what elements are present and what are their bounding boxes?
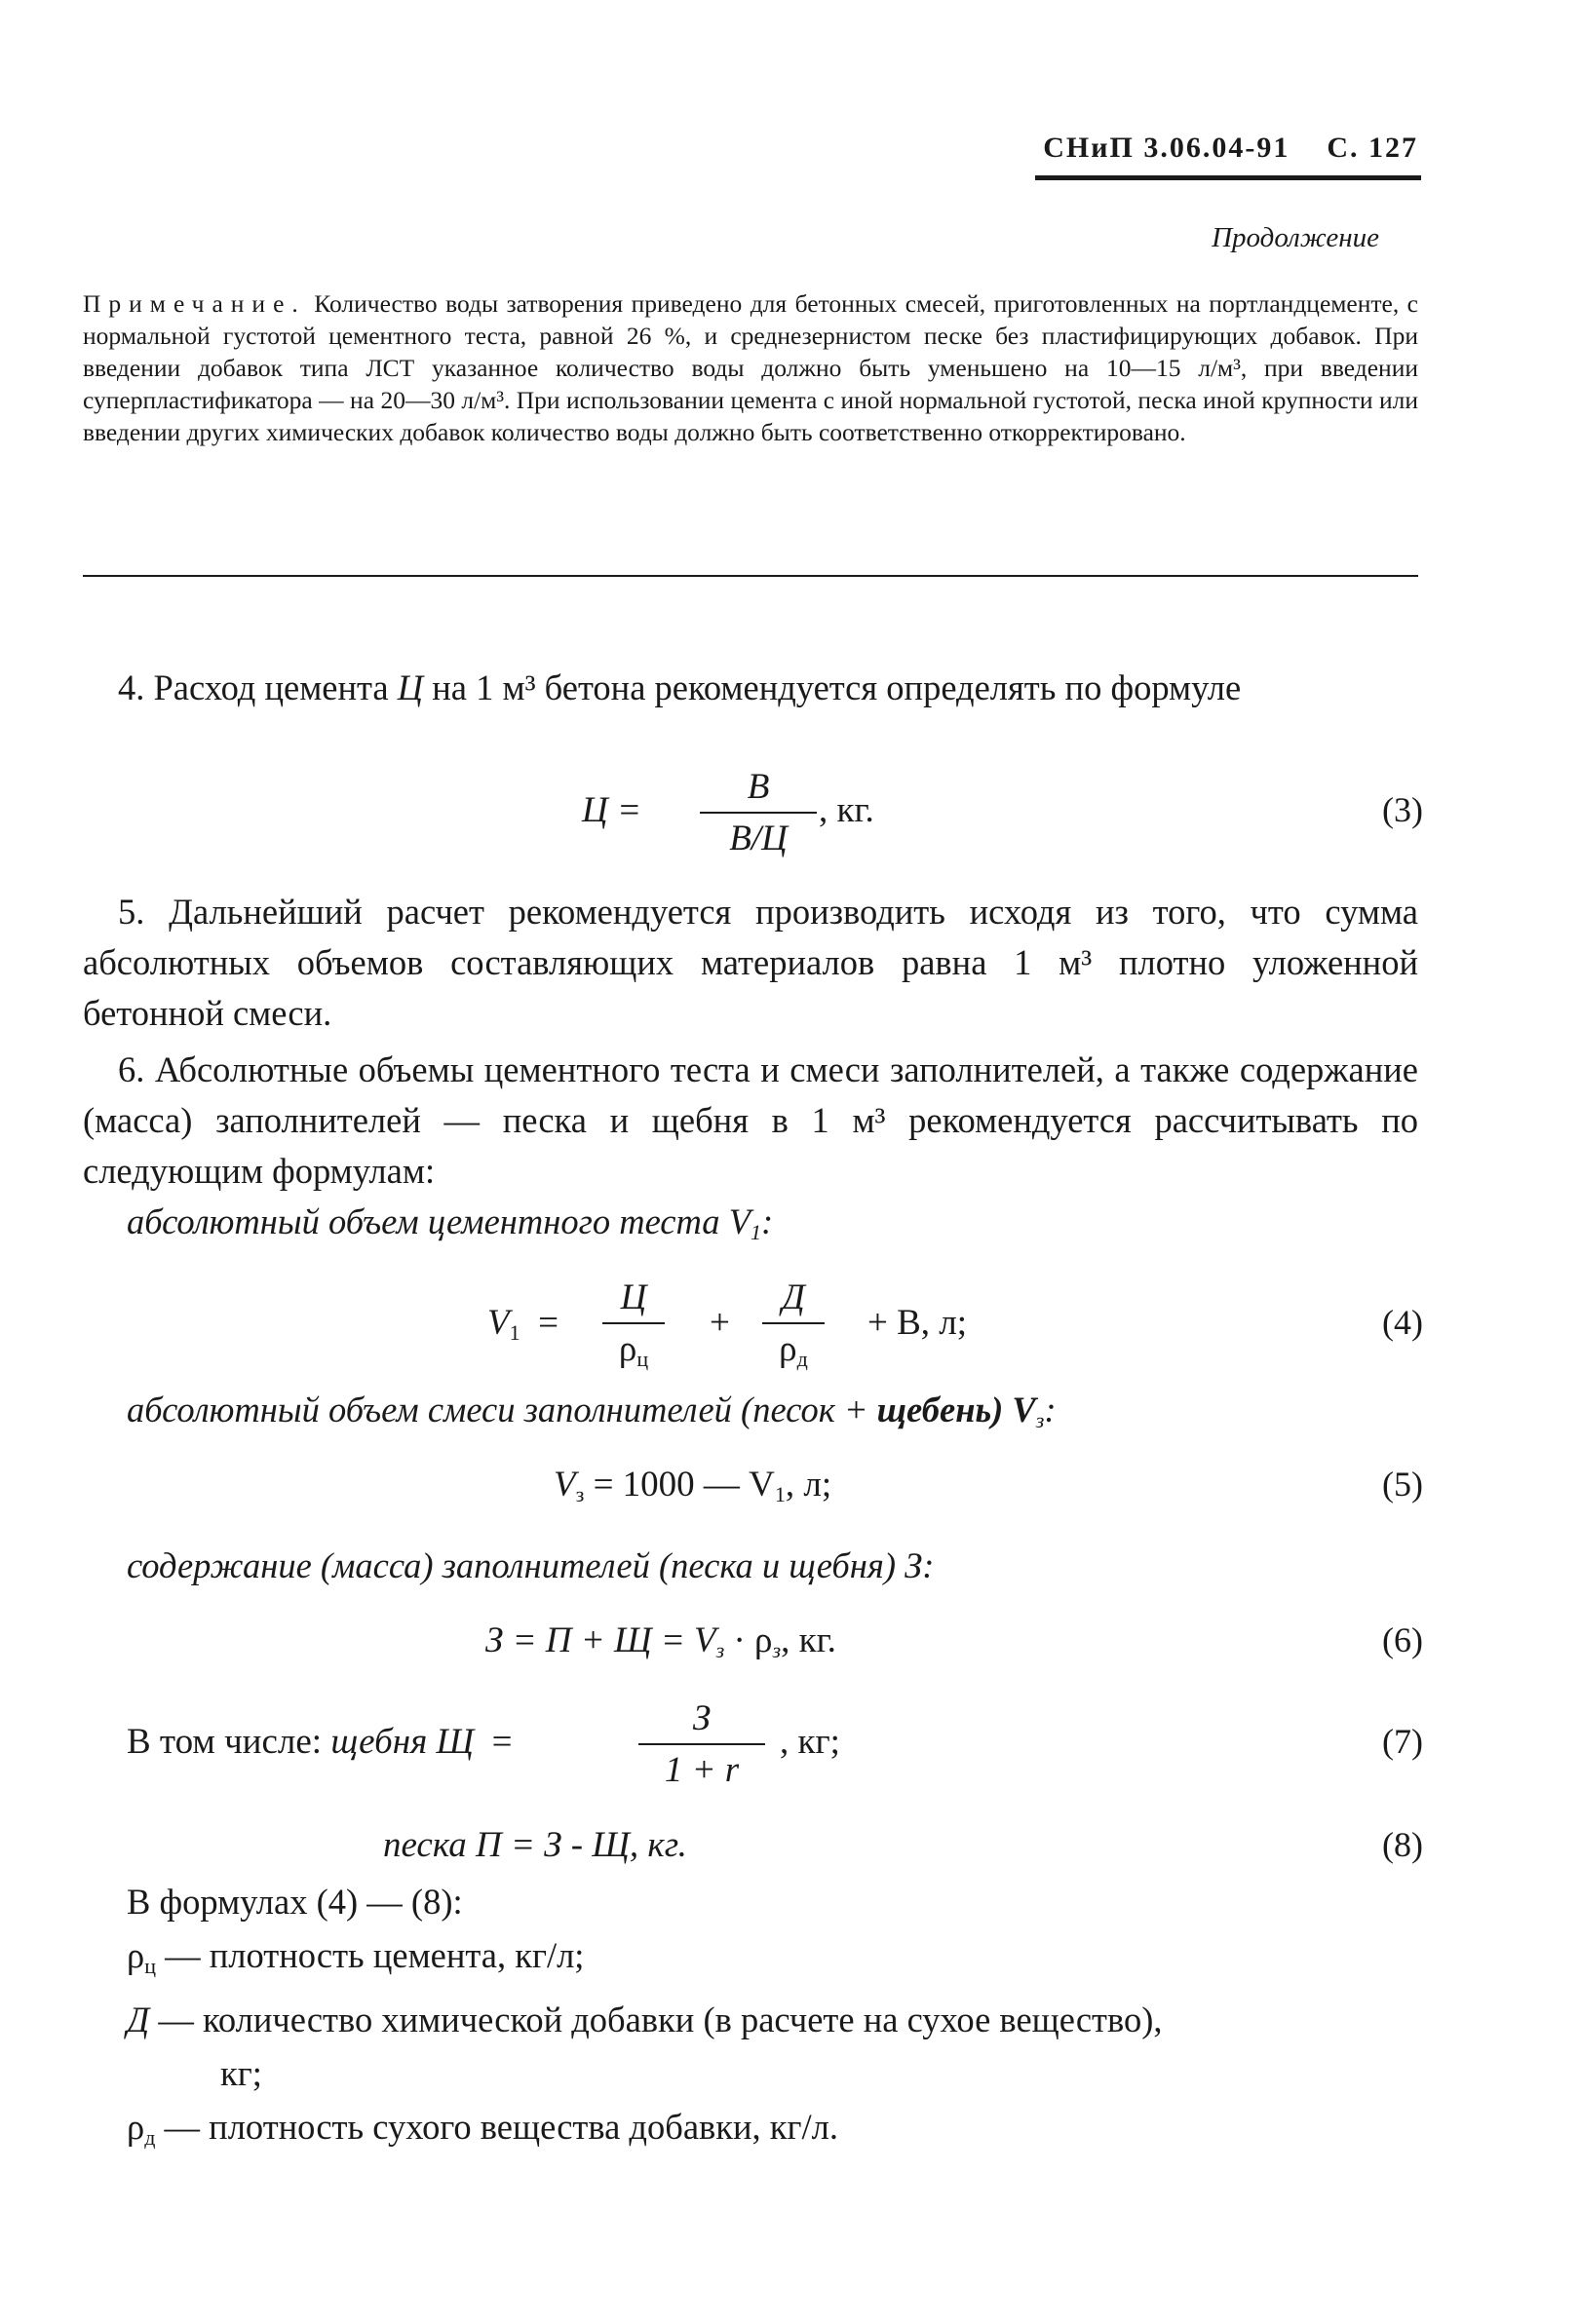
eq8-number: (8) — [1382, 1825, 1423, 1864]
eq7-number: (7) — [1382, 1722, 1423, 1761]
eq4-fraction-2 — [762, 1276, 825, 1372]
eq6-sub: з — [715, 1638, 725, 1662]
paragraph-4 — [83, 663, 1418, 713]
eq5-number: (5) — [1382, 1465, 1423, 1504]
eq3-lhs: Ц = — [582, 790, 641, 830]
eq5-lhs-sub: з — [575, 1482, 585, 1506]
eq4-denominator-2-sub: д — [796, 1347, 808, 1371]
def-0-sub: ц — [144, 1954, 156, 1978]
def-2-text: — плотность сухого вещества добавки, кг/л. — [155, 2107, 838, 2147]
equation-4-lhs — [487, 1302, 558, 1346]
eq5-rhs: = 1000 — V — [584, 1465, 775, 1505]
eq4-tail: + В, л; — [867, 1303, 968, 1343]
eq7-numerator: З — [692, 1698, 712, 1738]
eq5-lhs: V — [554, 1465, 576, 1505]
header-rule — [1035, 175, 1421, 180]
definition-item — [127, 1928, 1423, 1993]
eq4-denominator-2: ρ — [779, 1329, 797, 1369]
def-2-symbol: ρ — [127, 2107, 145, 2147]
def-1-continuation: кг; — [220, 2053, 262, 2093]
note-rule — [83, 575, 1418, 577]
eq6-text: З = П + Щ = V — [485, 1620, 716, 1660]
eq7-fraction-bar — [638, 1743, 765, 1745]
def-0-symbol: ρ — [127, 1935, 145, 1975]
lbl-v1-text: абсолютный объем цементного теста — [127, 1201, 729, 1241]
lbl-v1-sub: 1 — [750, 1220, 761, 1244]
lbl-v3-text: абсолютный объем смеси заполнителей (песок + — [127, 1390, 877, 1429]
def-0-text: — плотность цемента, кг/л; — [156, 1935, 585, 1975]
eq5-tail: , л; — [785, 1465, 832, 1505]
paragraph-6: 6. Абсолютные объемы цементного теста и смеси заполнителей, а также содержание (масса) заполнителей — песка и щебня в 1 м³ рекомендуется рассчитывать по следующим формулам: — [83, 1049, 1418, 1191]
label-v3 — [127, 1389, 1057, 1433]
eq3-number: (3) — [1382, 790, 1423, 829]
eq6-tail2: , кг. — [781, 1620, 836, 1660]
lbl-v3-sub: з — [1035, 1408, 1045, 1432]
eq6-tail: · ρ — [724, 1620, 773, 1660]
paragraph-5: 5. Дальнейший расчет рекомендуется производить исходя из того, что сумма абсолютных объемов составляющих материалов равна 1 м³ плотно уложенной бетонной смеси. — [83, 892, 1418, 1033]
eq7-ital: щебня Щ — [330, 1722, 475, 1762]
eq4-numerator-2: Д — [782, 1277, 805, 1317]
lbl-v3-bold: щебень) — [876, 1390, 1004, 1429]
eq4-number: (4) — [1382, 1303, 1423, 1342]
equation-8: песка П = З - Щ, кг. — [383, 1825, 687, 1865]
definition-item — [127, 1993, 1423, 2046]
page-number: С. 127 — [1327, 132, 1418, 164]
p4-text-a: 4. Расход цемента — [118, 667, 398, 707]
lbl-v1-colon: : — [760, 1201, 774, 1241]
note-label: Примечание. — [83, 289, 306, 318]
eq4-fraction-1 — [602, 1276, 665, 1372]
eq7-tail: , кг; — [780, 1722, 840, 1762]
eq7-fraction — [638, 1697, 765, 1791]
lbl-v3-colon: : — [1044, 1390, 1057, 1429]
eq4-lhs-sub: 1 — [509, 1320, 520, 1345]
lbl-v3-symbol: V — [1003, 1390, 1036, 1429]
document-code: СНиП 3.06.04-91 — [1043, 132, 1290, 164]
eq4-numerator-1: Ц — [620, 1277, 647, 1317]
eq7-equals: = — [491, 1722, 513, 1762]
equation-7-lhs — [127, 1721, 513, 1763]
definitions-intro: В формулах (4) — (8): — [127, 1882, 463, 1922]
label-v1 — [127, 1200, 773, 1245]
def-1-text: — количество химической добавки (в расчете на сухое вещество), — [149, 2000, 1163, 2039]
lbl-v1-symbol: V — [728, 1201, 751, 1241]
equation-5 — [554, 1464, 831, 1507]
eq7-prefix: В том числе: — [127, 1722, 331, 1762]
eq4-lhs: V — [487, 1303, 510, 1343]
equation-3-fraction — [700, 766, 817, 859]
eq4-denominator-1: ρ — [618, 1329, 637, 1369]
eq3-fraction-bar — [700, 812, 817, 814]
eq5-rhs-sub: 1 — [774, 1482, 786, 1506]
eq4-fraction-bar-2 — [762, 1322, 825, 1324]
definitions-block — [127, 1875, 1423, 2164]
eq3-denominator: В/Ц — [729, 819, 788, 858]
eq4-fraction-bar-1 — [602, 1322, 665, 1324]
p4-symbol: Ц — [397, 667, 424, 707]
eq6-number: (6) — [1382, 1620, 1423, 1659]
continuation-label: Продолжение — [1212, 222, 1379, 253]
eq4-plus: + — [710, 1303, 730, 1343]
eq7-denominator: 1 + r — [664, 1750, 740, 1790]
eq6-sub2: з — [772, 1638, 782, 1662]
eq4-denominator-1-sub: ц — [636, 1347, 649, 1371]
label-z: содержание (масса) заполнителей (песка и щебня) З: — [127, 1545, 935, 1585]
definition-item — [127, 2100, 1423, 2164]
note-block — [83, 287, 1418, 448]
page-header — [1043, 132, 1418, 165]
def-1-symbol: Д — [127, 2000, 150, 2039]
eq4-equals: = — [538, 1303, 558, 1343]
equation-3-lhs — [582, 789, 641, 831]
def-2-sub: д — [144, 2125, 156, 2150]
note-text: Количество воды затворения приведено для бетонных смесей, приготовленных на портландцементе, с нормальной густотой цементного теста, равной 26 %, и среднезернистом песке без пластифицирующих добавок. При введении добавок типа ЛСТ указанное количество воды должно быть уменьшено на 10—15 л/м³, при введении суперпластификатора — на 20—30 л/м³. При использовании цемента с иной нормальной густотой, песка иной крупности или введении других химических добавок количество воды должно быть соответственно откорректировано. — [83, 289, 1418, 446]
p4-text-b: на 1 м³ бетона рекомендуется определять по формуле — [423, 667, 1242, 707]
equation-6 — [485, 1619, 836, 1663]
eq3-tail: , кг. — [819, 790, 874, 830]
eq3-numerator: В — [747, 767, 770, 807]
